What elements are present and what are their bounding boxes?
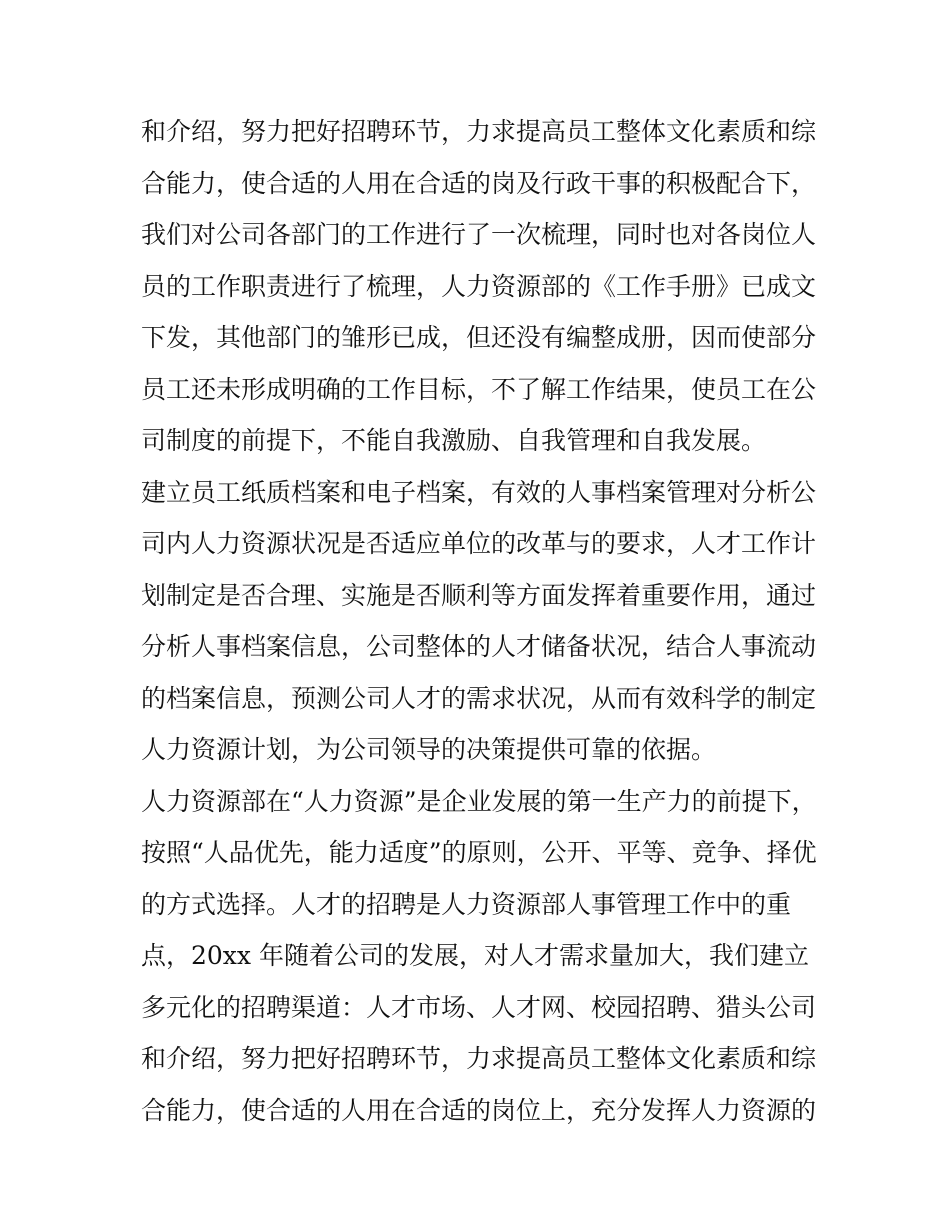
text-line: 和介绍，努力把好招聘环节，力求提高员工整体文化素质和综	[141, 1044, 817, 1073]
text-line: 和介绍，努力把好招聘环节，力求提高员工整体文化素质和综	[141, 117, 817, 146]
text-line: 的方式选择。人才的招聘是人力资源部人事管理工作中的重	[141, 889, 792, 919]
text-line: 合能力，使合适的人用在合适的岗及行政干事的积极配合下，	[141, 168, 817, 198]
text-line: 按照“人品优先，能力适度”的原则，公开、平等、竞争、择优	[141, 838, 817, 867]
text-line: 点，20xx 年随着公司的发展，对人才需求量加大，我们建立	[141, 941, 809, 970]
text-line: 人力资源部在“人力资源”是企业发展的第一生产力的前提下，	[141, 786, 817, 816]
text-line: 司制度的前提下，不能自我激励、自我管理和自我发展。	[141, 426, 767, 455]
text-line: 的档案信息，预测公司人才的需求状况，从而有效科学的制定	[141, 683, 817, 713]
text-line: 司内人力资源状况是否适应单位的改革与的要求，人才工作计	[141, 529, 817, 558]
text-line: 建立员工纸质档案和电子档案，有效的人事档案管理对分析公	[141, 477, 817, 507]
text-line: 员工还未形成明确的工作目标，不了解工作结果，使员工在公	[141, 374, 817, 404]
text-line: 下发，其他部门的雏形已成，但还没有编整成册，因而使部分	[141, 323, 817, 352]
text-line: 我们对公司各部门的工作进行了一次梳理，同时也对各岗位人	[141, 220, 817, 249]
text-line: 多元化的招聘渠道：人才市场、人才网、校园招聘、猎头公司	[141, 992, 817, 1022]
text-line: 人力资源计划，为公司领导的决策提供可靠的依据。	[141, 735, 717, 764]
text-line: 员的工作职责进行了梳理，人力资源部的《工作手册》已成文	[141, 271, 817, 301]
text-line: 合能力，使合适的人用在合适的岗位上，充分发挥人力资源的	[141, 1095, 817, 1125]
document-body	[141, 106, 821, 1136]
text-line: 分析人事档案信息，公司整体的人才储备状况，结合人事流动	[141, 632, 817, 661]
text-line: 划制定是否合理、实施是否顺利等方面发挥着重要作用，通过	[141, 580, 817, 610]
